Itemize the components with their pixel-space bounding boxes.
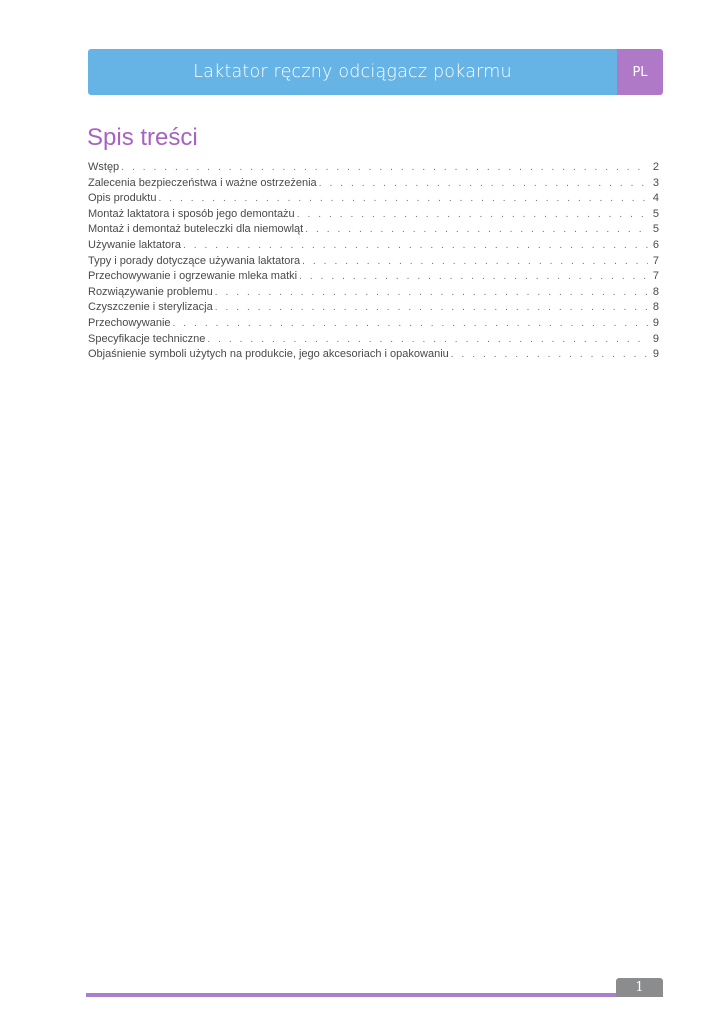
toc-entry-label: Zalecenia bezpieczeństwa i ważne ostrzeżenia bbox=[88, 176, 317, 189]
toc-entry[interactable] bbox=[88, 317, 659, 333]
toc-entry-page: 7 bbox=[652, 270, 659, 283]
footer-divider bbox=[86, 993, 663, 997]
page-number: 1 bbox=[616, 978, 663, 997]
toc-entry-label: Objaśnienie symboli użytych na produkcie, jego akcesoriach i opakowaniu bbox=[88, 348, 449, 361]
toc-entry[interactable] bbox=[88, 161, 659, 177]
toc-heading: Spis treści bbox=[87, 124, 198, 151]
toc-entry[interactable] bbox=[88, 333, 659, 349]
toc-leader-dots bbox=[183, 240, 648, 251]
toc-entry-label: Opis produktu bbox=[88, 192, 157, 205]
toc-entry-page: 5 bbox=[652, 223, 659, 236]
toc-entry[interactable] bbox=[88, 192, 659, 208]
toc-leader-dots bbox=[319, 178, 648, 189]
toc-entry-page: 8 bbox=[652, 285, 659, 298]
toc-leader-dots bbox=[215, 302, 648, 313]
toc-entry-page: 5 bbox=[652, 207, 659, 220]
toc-entry-page: 2 bbox=[652, 161, 659, 173]
toc-leader-dots bbox=[297, 209, 648, 220]
toc-entry-label: Używanie laktatora bbox=[88, 238, 181, 251]
toc-entry-page: 9 bbox=[652, 316, 659, 329]
toc-entry[interactable] bbox=[88, 223, 659, 239]
toc-leader-dots bbox=[299, 271, 648, 282]
toc-entry-page: 6 bbox=[652, 238, 659, 251]
toc-leader-dots bbox=[215, 287, 648, 298]
toc-leader-dots bbox=[451, 349, 648, 360]
toc-entry[interactable] bbox=[88, 177, 659, 193]
table-of-contents bbox=[88, 161, 659, 364]
toc-entry[interactable] bbox=[88, 239, 659, 255]
toc-entry-page: 7 bbox=[652, 254, 659, 267]
page-header bbox=[88, 49, 663, 95]
toc-entry-page: 9 bbox=[652, 348, 659, 361]
toc-entry-label: Rozwiązywanie problemu bbox=[88, 285, 213, 298]
toc-entry[interactable] bbox=[88, 255, 659, 271]
toc-entry-page: 8 bbox=[652, 301, 659, 314]
toc-entry-label: Wstęp bbox=[88, 161, 120, 173]
toc-entry[interactable] bbox=[88, 301, 659, 317]
toc-entry-page: 9 bbox=[652, 332, 659, 345]
toc-entry[interactable] bbox=[88, 286, 659, 302]
toc-leader-dots bbox=[305, 224, 648, 235]
toc-leader-dots bbox=[173, 318, 648, 329]
toc-leader-dots bbox=[121, 162, 648, 173]
toc-entry-label: Specyfikacje techniczne bbox=[88, 332, 206, 345]
toc-entry-label: Przechowywanie i ogrzewanie mleka matki bbox=[88, 270, 298, 283]
toc-entry-page: 4 bbox=[652, 192, 659, 205]
toc-entry[interactable] bbox=[88, 208, 659, 224]
toc-leader-dots bbox=[207, 334, 648, 345]
toc-entry[interactable] bbox=[88, 270, 659, 286]
toc-entry-label: Montaż i demontaż buteleczki dla niemowląt bbox=[88, 223, 304, 236]
document-title: Laktator ręczny odciągacz pokarmu bbox=[88, 49, 617, 95]
toc-leader-dots bbox=[302, 256, 648, 267]
toc-entry-label: Przechowywanie bbox=[88, 316, 171, 329]
language-badge: PL bbox=[617, 49, 663, 95]
toc-entry-label: Czyszczenie i sterylizacja bbox=[88, 301, 213, 314]
toc-entry-page: 3 bbox=[652, 176, 659, 189]
toc-entry-label: Montaż laktatora i sposób jego demontażu bbox=[88, 207, 295, 220]
toc-leader-dots bbox=[158, 193, 648, 204]
toc-entry-label: Typy i porady dotyczące używania laktatora bbox=[88, 254, 301, 267]
toc-entry[interactable] bbox=[88, 348, 659, 364]
